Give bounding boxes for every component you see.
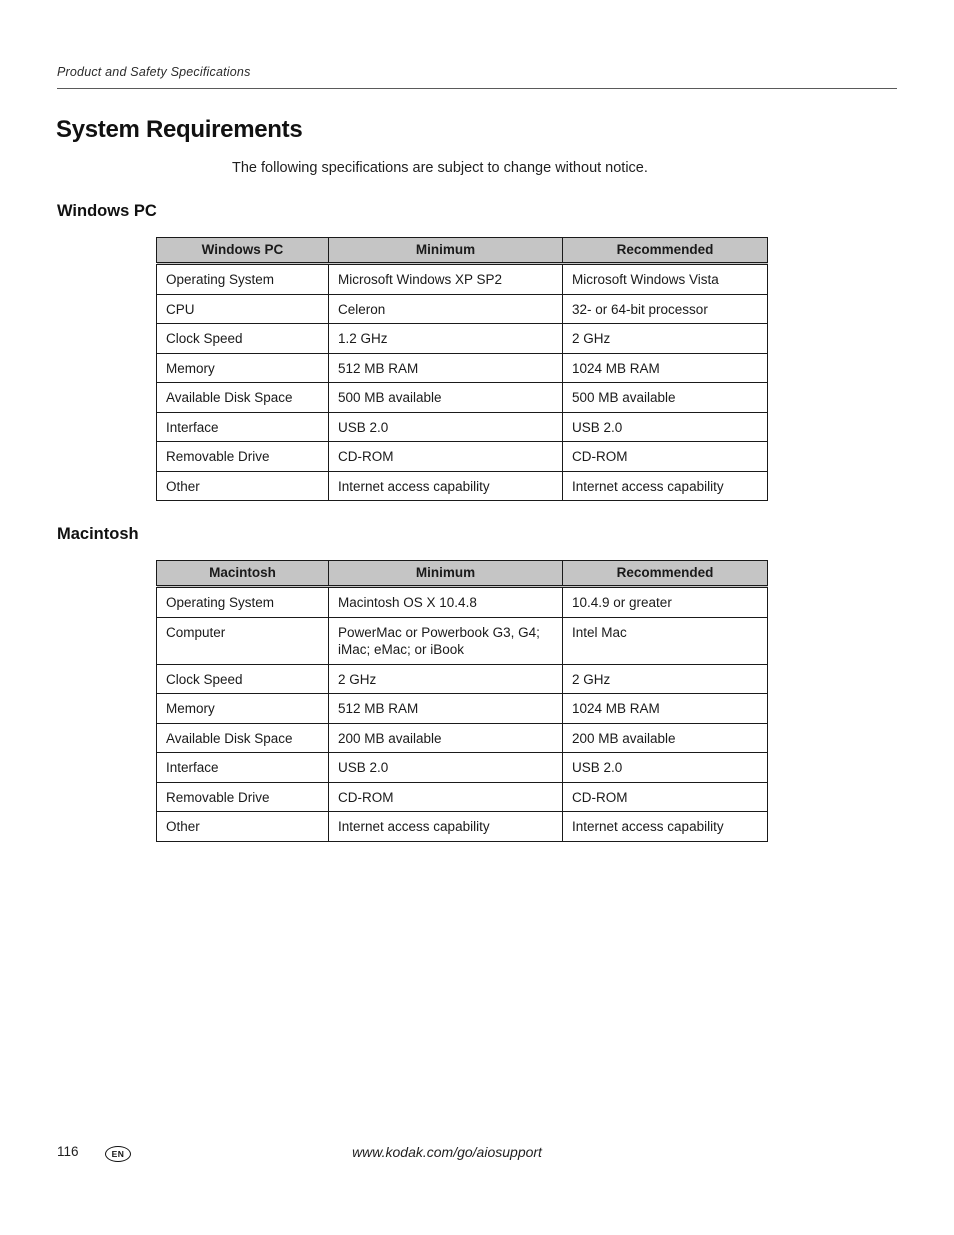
table-cell: CD-ROM (563, 782, 768, 812)
support-url: www.kodak.com/go/aiosupport (352, 1144, 542, 1160)
table-row (157, 353, 768, 383)
table-cell: Interface (157, 412, 329, 442)
table-cell: CD-ROM (329, 442, 563, 472)
table-cell: Internet access capability (563, 471, 768, 501)
page-number: 116 (57, 1144, 79, 1159)
table-cell: Clock Speed (157, 664, 329, 694)
macintosh-section-heading: Macintosh (57, 525, 139, 543)
table-cell: Memory (157, 694, 329, 724)
table-row (157, 812, 768, 842)
table-row (157, 617, 768, 664)
table-cell: Computer (157, 617, 329, 664)
table-cell: USB 2.0 (563, 753, 768, 783)
table-cell: Memory (157, 353, 329, 383)
table-cell: Macintosh OS X 10.4.8 (329, 587, 563, 618)
table-cell: Celeron (329, 294, 563, 324)
windows-section-heading: Windows PC (57, 202, 157, 220)
table-cell: 200 MB available (329, 723, 563, 753)
table-row (157, 723, 768, 753)
table-row (157, 471, 768, 501)
language-badge: EN (105, 1146, 131, 1162)
table-cell: Other (157, 471, 329, 501)
table-cell: Operating System (157, 587, 329, 618)
running-header: Product and Safety Specifications (57, 65, 251, 79)
table-cell: Interface (157, 753, 329, 783)
table-cell: USB 2.0 (329, 753, 563, 783)
table-row (157, 294, 768, 324)
table-cell: Internet access capability (329, 812, 563, 842)
table-header-cell: Recommended (563, 238, 768, 264)
macintosh-spec-table (156, 560, 768, 842)
table-row (157, 324, 768, 354)
table-cell: 32- or 64-bit processor (563, 294, 768, 324)
table-header-cell: Windows PC (157, 238, 329, 264)
table-cell: 512 MB RAM (329, 694, 563, 724)
table-cell: USB 2.0 (563, 412, 768, 442)
table-cell: USB 2.0 (329, 412, 563, 442)
table-row (157, 412, 768, 442)
table-cell: Internet access capability (329, 471, 563, 501)
table-cell: Intel Mac (563, 617, 768, 664)
table-cell: Internet access capability (563, 812, 768, 842)
table-cell: 1024 MB RAM (563, 353, 768, 383)
windows-spec-table (156, 237, 768, 501)
table-cell: CD-ROM (563, 442, 768, 472)
table-cell: CPU (157, 294, 329, 324)
table-row (157, 664, 768, 694)
table-cell: PowerMac or Powerbook G3, G4; iMac; eMac; or iBook (329, 617, 563, 664)
table-cell: 1.2 GHz (329, 324, 563, 354)
table-header-cell: Recommended (563, 561, 768, 587)
table-cell: 10.4.9 or greater (563, 587, 768, 618)
table-cell: 1024 MB RAM (563, 694, 768, 724)
table-header-cell: Minimum (329, 561, 563, 587)
table-cell: Available Disk Space (157, 383, 329, 413)
table-cell: Microsoft Windows Vista (563, 264, 768, 295)
table-row (157, 587, 768, 618)
table-cell: Available Disk Space (157, 723, 329, 753)
table-cell: Removable Drive (157, 782, 329, 812)
table-cell: Clock Speed (157, 324, 329, 354)
table-cell: CD-ROM (329, 782, 563, 812)
table-cell: 512 MB RAM (329, 353, 563, 383)
table-cell: 2 GHz (563, 664, 768, 694)
table-cell: 200 MB available (563, 723, 768, 753)
header-rule (57, 88, 897, 89)
table-row (157, 442, 768, 472)
table-header-row (157, 238, 768, 264)
table-header-cell: Macintosh (157, 561, 329, 587)
table-row (157, 264, 768, 295)
page-title: System Requirements (56, 116, 303, 143)
table-cell: Microsoft Windows XP SP2 (329, 264, 563, 295)
table-header-row (157, 561, 768, 587)
table-cell: 500 MB available (563, 383, 768, 413)
table-cell: Operating System (157, 264, 329, 295)
table-cell: 2 GHz (329, 664, 563, 694)
table-cell: Removable Drive (157, 442, 329, 472)
table-header-cell: Minimum (329, 238, 563, 264)
table-cell: 500 MB available (329, 383, 563, 413)
table-row (157, 383, 768, 413)
table-row (157, 694, 768, 724)
table-row (157, 782, 768, 812)
table-cell: Other (157, 812, 329, 842)
intro-text: The following specifications are subject to change without notice. (232, 160, 648, 176)
table-cell: 2 GHz (563, 324, 768, 354)
table-row (157, 753, 768, 783)
